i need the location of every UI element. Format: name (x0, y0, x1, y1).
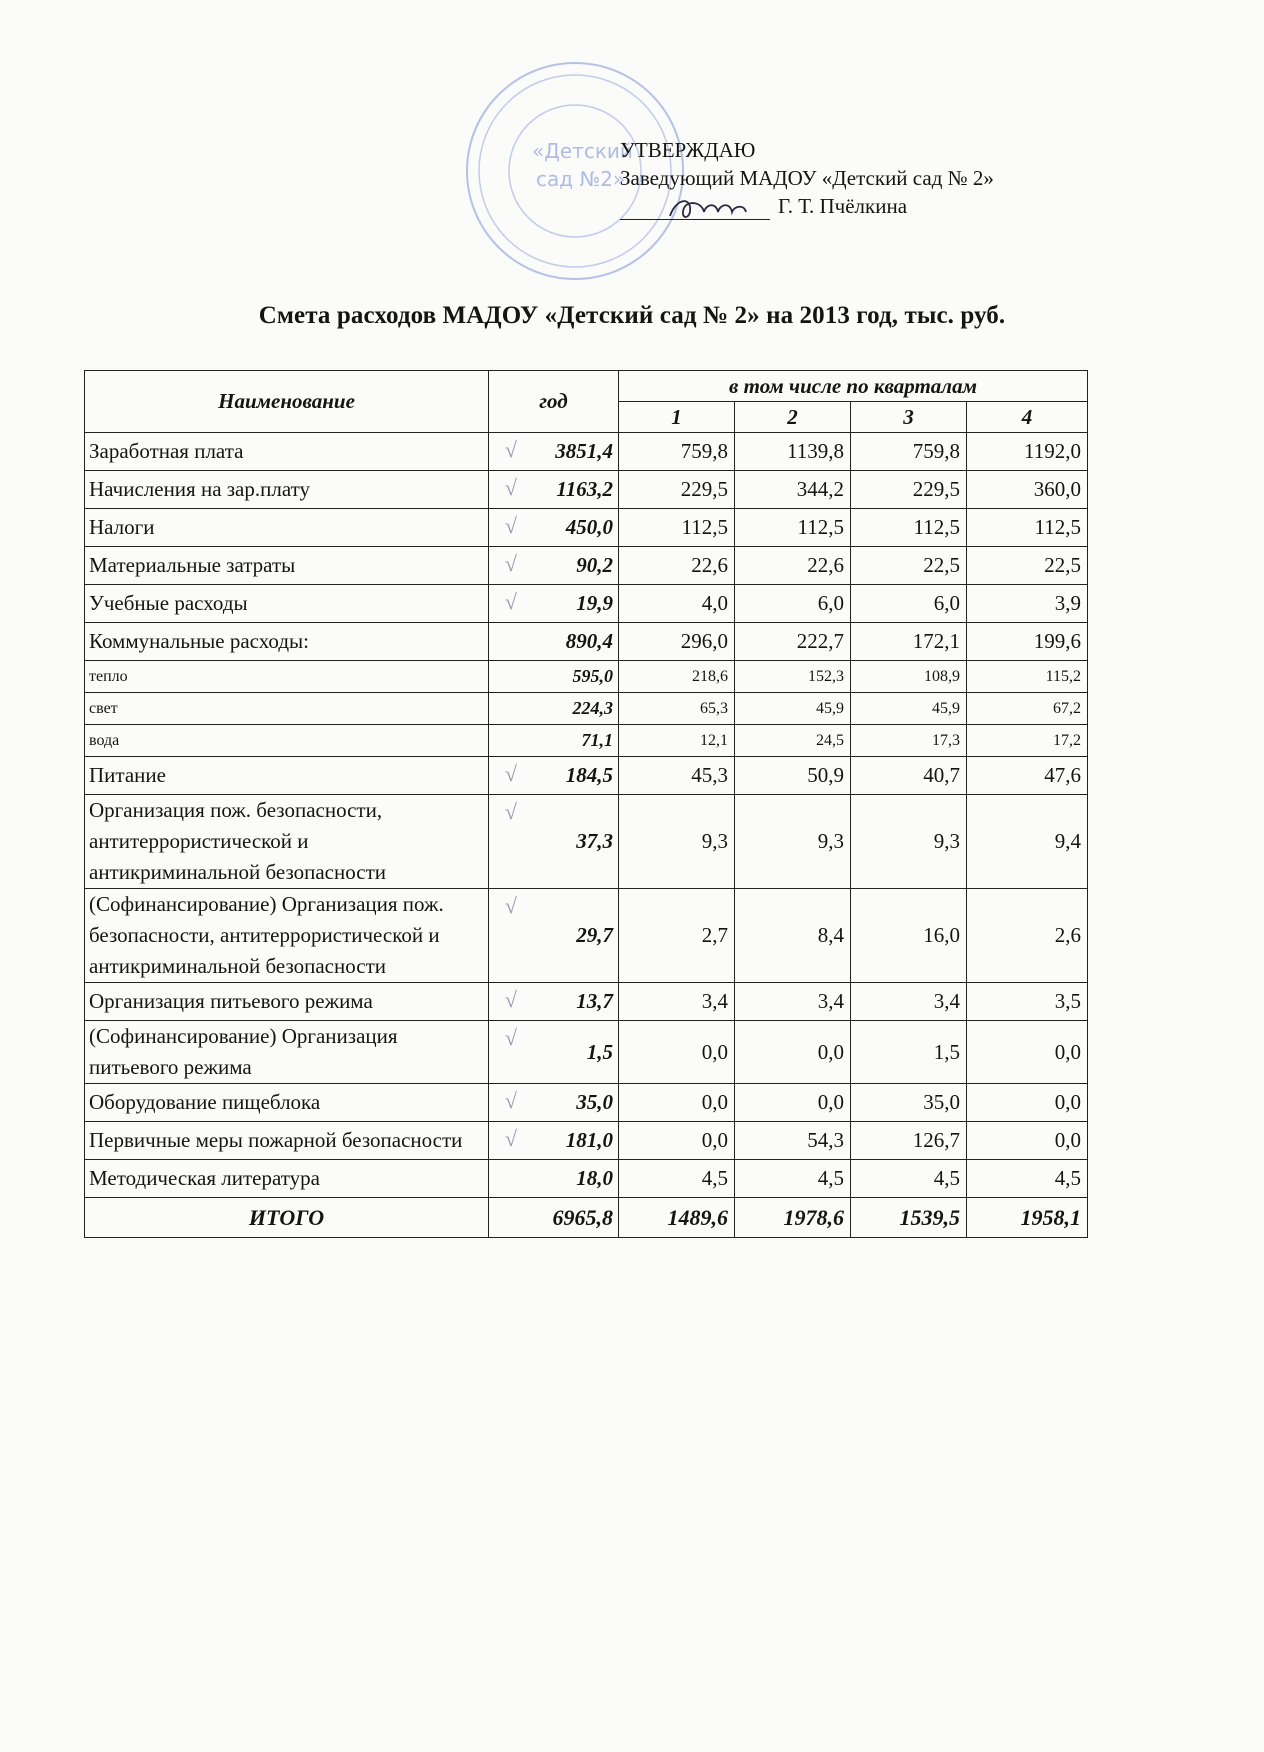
quarter-4-value: 112,5 (967, 509, 1088, 547)
row-year-total (489, 693, 619, 725)
quarter-2-value: 112,5 (735, 509, 851, 547)
year-value: 29,7 (576, 923, 613, 947)
quarter-1-value: 296,0 (619, 623, 735, 661)
quarter-1-value: 45,3 (619, 757, 735, 795)
row-name: Учебные расходы (85, 585, 489, 623)
quarter-3-value: 17,3 (851, 725, 967, 757)
year-value: 1,5 (586, 1039, 613, 1064)
handwritten-signature (662, 190, 782, 226)
quarter-1-value: 0,0 (619, 1122, 735, 1160)
check-mark-icon: √ (504, 1088, 517, 1113)
row-year-total (489, 433, 619, 471)
table-row (85, 1122, 1088, 1160)
quarter-1-value: 22,6 (619, 547, 735, 585)
row-year-total (489, 471, 619, 509)
quarter-4-value: 3,9 (967, 585, 1088, 623)
quarter-2-value: 4,5 (735, 1160, 851, 1198)
row-name: (Софинансирование) Организация пож. безопасности, антитеррористической и антикриминальной безопасности (85, 889, 489, 983)
year-value: 13,7 (576, 989, 613, 1013)
approval-position: Заведующий МАДОУ «Детский сад № 2» (620, 166, 994, 190)
quarter-1-value: 4,5 (619, 1160, 735, 1198)
check-mark-icon: √ (504, 589, 517, 614)
quarter-4-value: 22,5 (967, 547, 1088, 585)
table-row (85, 661, 1088, 693)
year-value: 18,0 (576, 1166, 613, 1190)
total-label: ИТОГО (85, 1198, 489, 1238)
row-year-total (489, 1084, 619, 1122)
quarter-4-value: 4,5 (967, 1160, 1088, 1198)
quarter-2-value: 3,4 (735, 983, 851, 1021)
table-row (85, 471, 1088, 509)
quarter-4-value: 0,0 (967, 1084, 1088, 1122)
row-name: Коммунальные расходы: (85, 623, 489, 661)
quarter-1-value: 0,0 (619, 1021, 735, 1084)
table-row (85, 623, 1088, 661)
check-mark-icon: √ (504, 437, 517, 462)
budget-table (84, 370, 1088, 1238)
header-name: Наименование (85, 371, 489, 433)
header-quarters: в том числе по кварталам (619, 371, 1088, 402)
check-mark-icon: √ (504, 761, 517, 786)
quarter-2-value: 9,3 (735, 795, 851, 889)
table-row (85, 509, 1088, 547)
total-year: 6965,8 (489, 1198, 619, 1238)
year-value: 184,5 (565, 763, 613, 787)
row-name: Питание (85, 757, 489, 795)
quarter-2-value: 152,3 (735, 661, 851, 693)
quarter-1-value: 759,8 (619, 433, 735, 471)
year-value: 19,9 (576, 591, 613, 615)
total-quarter-1: 1489,6 (619, 1198, 735, 1238)
row-year-total (489, 983, 619, 1021)
quarter-2-value: 50,9 (735, 757, 851, 795)
check-mark-icon: √ (504, 893, 517, 918)
row-year-total (489, 757, 619, 795)
quarter-4-value: 9,4 (967, 795, 1088, 889)
total-row (85, 1198, 1088, 1238)
quarter-4-value: 1192,0 (967, 433, 1088, 471)
quarter-3-value: 4,5 (851, 1160, 967, 1198)
row-name: тепло (85, 661, 489, 693)
approval-heading: УТВЕРЖДАЮ (620, 138, 756, 162)
row-name: Организация питьевого режима (85, 983, 489, 1021)
row-name: вода (85, 725, 489, 757)
quarter-3-value: 3,4 (851, 983, 967, 1021)
quarter-2-value: 6,0 (735, 585, 851, 623)
header-q4: 4 (967, 402, 1088, 433)
quarter-2-value: 0,0 (735, 1021, 851, 1084)
row-year-total (489, 509, 619, 547)
quarter-4-value: 67,2 (967, 693, 1088, 725)
quarter-3-value: 45,9 (851, 693, 967, 725)
header-q2: 2 (735, 402, 851, 433)
table-row (85, 1084, 1088, 1122)
quarter-4-value: 360,0 (967, 471, 1088, 509)
row-year-total (489, 661, 619, 693)
quarter-1-value: 0,0 (619, 1084, 735, 1122)
quarter-1-value: 229,5 (619, 471, 735, 509)
table-row (85, 433, 1088, 471)
quarter-2-value: 8,4 (735, 889, 851, 983)
quarter-2-value: 22,6 (735, 547, 851, 585)
header-q3: 3 (851, 402, 967, 433)
quarter-3-value: 759,8 (851, 433, 967, 471)
table-row (85, 725, 1088, 757)
table-row (85, 1021, 1088, 1084)
quarter-4-value: 47,6 (967, 757, 1088, 795)
year-value: 37,3 (576, 829, 613, 853)
quarter-3-value: 126,7 (851, 1122, 967, 1160)
quarter-3-value: 35,0 (851, 1084, 967, 1122)
row-name: Оборудование пищеблока (85, 1084, 489, 1122)
signer-name: Г. Т. Пчёлкина (778, 194, 908, 218)
check-mark-icon: √ (504, 551, 517, 576)
year-value: 1163,2 (556, 477, 613, 501)
year-value: 224,3 (572, 698, 613, 718)
quarter-2-value: 222,7 (735, 623, 851, 661)
quarter-1-value: 218,6 (619, 661, 735, 693)
row-year-total (489, 725, 619, 757)
quarter-1-value: 9,3 (619, 795, 735, 889)
row-name: Первичные меры пожарной безопасности (85, 1122, 489, 1160)
quarter-2-value: 0,0 (735, 1084, 851, 1122)
total-quarter-3: 1539,5 (851, 1198, 967, 1238)
quarter-3-value: 1,5 (851, 1021, 967, 1084)
header-year: год (489, 371, 619, 433)
table-row (85, 983, 1088, 1021)
table-row (85, 889, 1088, 983)
check-mark-icon: √ (504, 1126, 517, 1151)
row-name: свет (85, 693, 489, 725)
quarter-2-value: 45,9 (735, 693, 851, 725)
year-value: 90,2 (576, 553, 613, 577)
quarter-1-value: 112,5 (619, 509, 735, 547)
quarter-4-value: 3,5 (967, 983, 1088, 1021)
table-row (85, 795, 1088, 889)
quarter-1-value: 3,4 (619, 983, 735, 1021)
row-year-total (489, 585, 619, 623)
row-year-total (489, 889, 619, 983)
row-year-total (489, 623, 619, 661)
check-mark-icon: √ (504, 799, 517, 824)
quarter-4-value: 0,0 (967, 1021, 1088, 1084)
row-name: Организация пож. безопасности, антитеррористической и антикриминальной безопасности (85, 795, 489, 889)
check-mark-icon: √ (504, 987, 517, 1012)
quarter-4-value: 0,0 (967, 1122, 1088, 1160)
year-value: 3851,4 (555, 439, 613, 463)
table-row (85, 1160, 1088, 1198)
quarter-3-value: 229,5 (851, 471, 967, 509)
quarter-4-value: 199,6 (967, 623, 1088, 661)
check-mark-icon: √ (504, 1025, 517, 1050)
quarter-3-value: 112,5 (851, 509, 967, 547)
table-row (85, 585, 1088, 623)
quarter-3-value: 40,7 (851, 757, 967, 795)
year-value: 181,0 (565, 1128, 613, 1152)
row-year-total (489, 1021, 619, 1084)
year-value: 450,0 (565, 515, 613, 539)
quarter-3-value: 9,3 (851, 795, 967, 889)
row-year-total (489, 547, 619, 585)
row-name: Начисления на зар.плату (85, 471, 489, 509)
quarter-4-value: 115,2 (967, 661, 1088, 693)
row-name: Заработная плата (85, 433, 489, 471)
stamp-text-line2: сад №2» (536, 167, 626, 191)
quarter-1-value: 12,1 (619, 725, 735, 757)
quarter-1-value: 4,0 (619, 585, 735, 623)
header-q1: 1 (619, 402, 735, 433)
document-title: Смета расходов МАДОУ «Детский сад № 2» на 2013 год, тыс. руб. (258, 302, 1006, 329)
year-value: 595,0 (572, 666, 613, 686)
quarter-2-value: 344,2 (735, 471, 851, 509)
quarter-4-value: 2,6 (967, 889, 1088, 983)
row-year-total (489, 1160, 619, 1198)
check-mark-icon: √ (504, 513, 517, 538)
total-quarter-2: 1978,6 (735, 1198, 851, 1238)
row-name: Налоги (85, 509, 489, 547)
check-mark-icon: √ (504, 475, 517, 500)
row-year-total (489, 795, 619, 889)
quarter-2-value: 54,3 (735, 1122, 851, 1160)
quarter-2-value: 1139,8 (735, 433, 851, 471)
year-value: 71,1 (581, 730, 613, 750)
row-name: Методическая литература (85, 1160, 489, 1198)
row-name: Материальные затраты (85, 547, 489, 585)
table-row (85, 693, 1088, 725)
quarter-3-value: 172,1 (851, 623, 967, 661)
quarter-1-value: 65,3 (619, 693, 735, 725)
quarter-3-value: 6,0 (851, 585, 967, 623)
quarter-3-value: 22,5 (851, 547, 967, 585)
row-name: (Софинансирование) Организация питьевого режима (85, 1021, 489, 1084)
quarter-3-value: 108,9 (851, 661, 967, 693)
table-row (85, 547, 1088, 585)
quarter-2-value: 24,5 (735, 725, 851, 757)
year-value: 35,0 (576, 1090, 613, 1114)
stamp-text-line1: «Детский (532, 139, 633, 163)
quarter-3-value: 16,0 (851, 889, 967, 983)
year-value: 890,4 (565, 629, 613, 653)
quarter-4-value: 17,2 (967, 725, 1088, 757)
row-year-total (489, 1122, 619, 1160)
total-quarter-4: 1958,1 (967, 1198, 1088, 1238)
table-row (85, 757, 1088, 795)
quarter-1-value: 2,7 (619, 889, 735, 983)
